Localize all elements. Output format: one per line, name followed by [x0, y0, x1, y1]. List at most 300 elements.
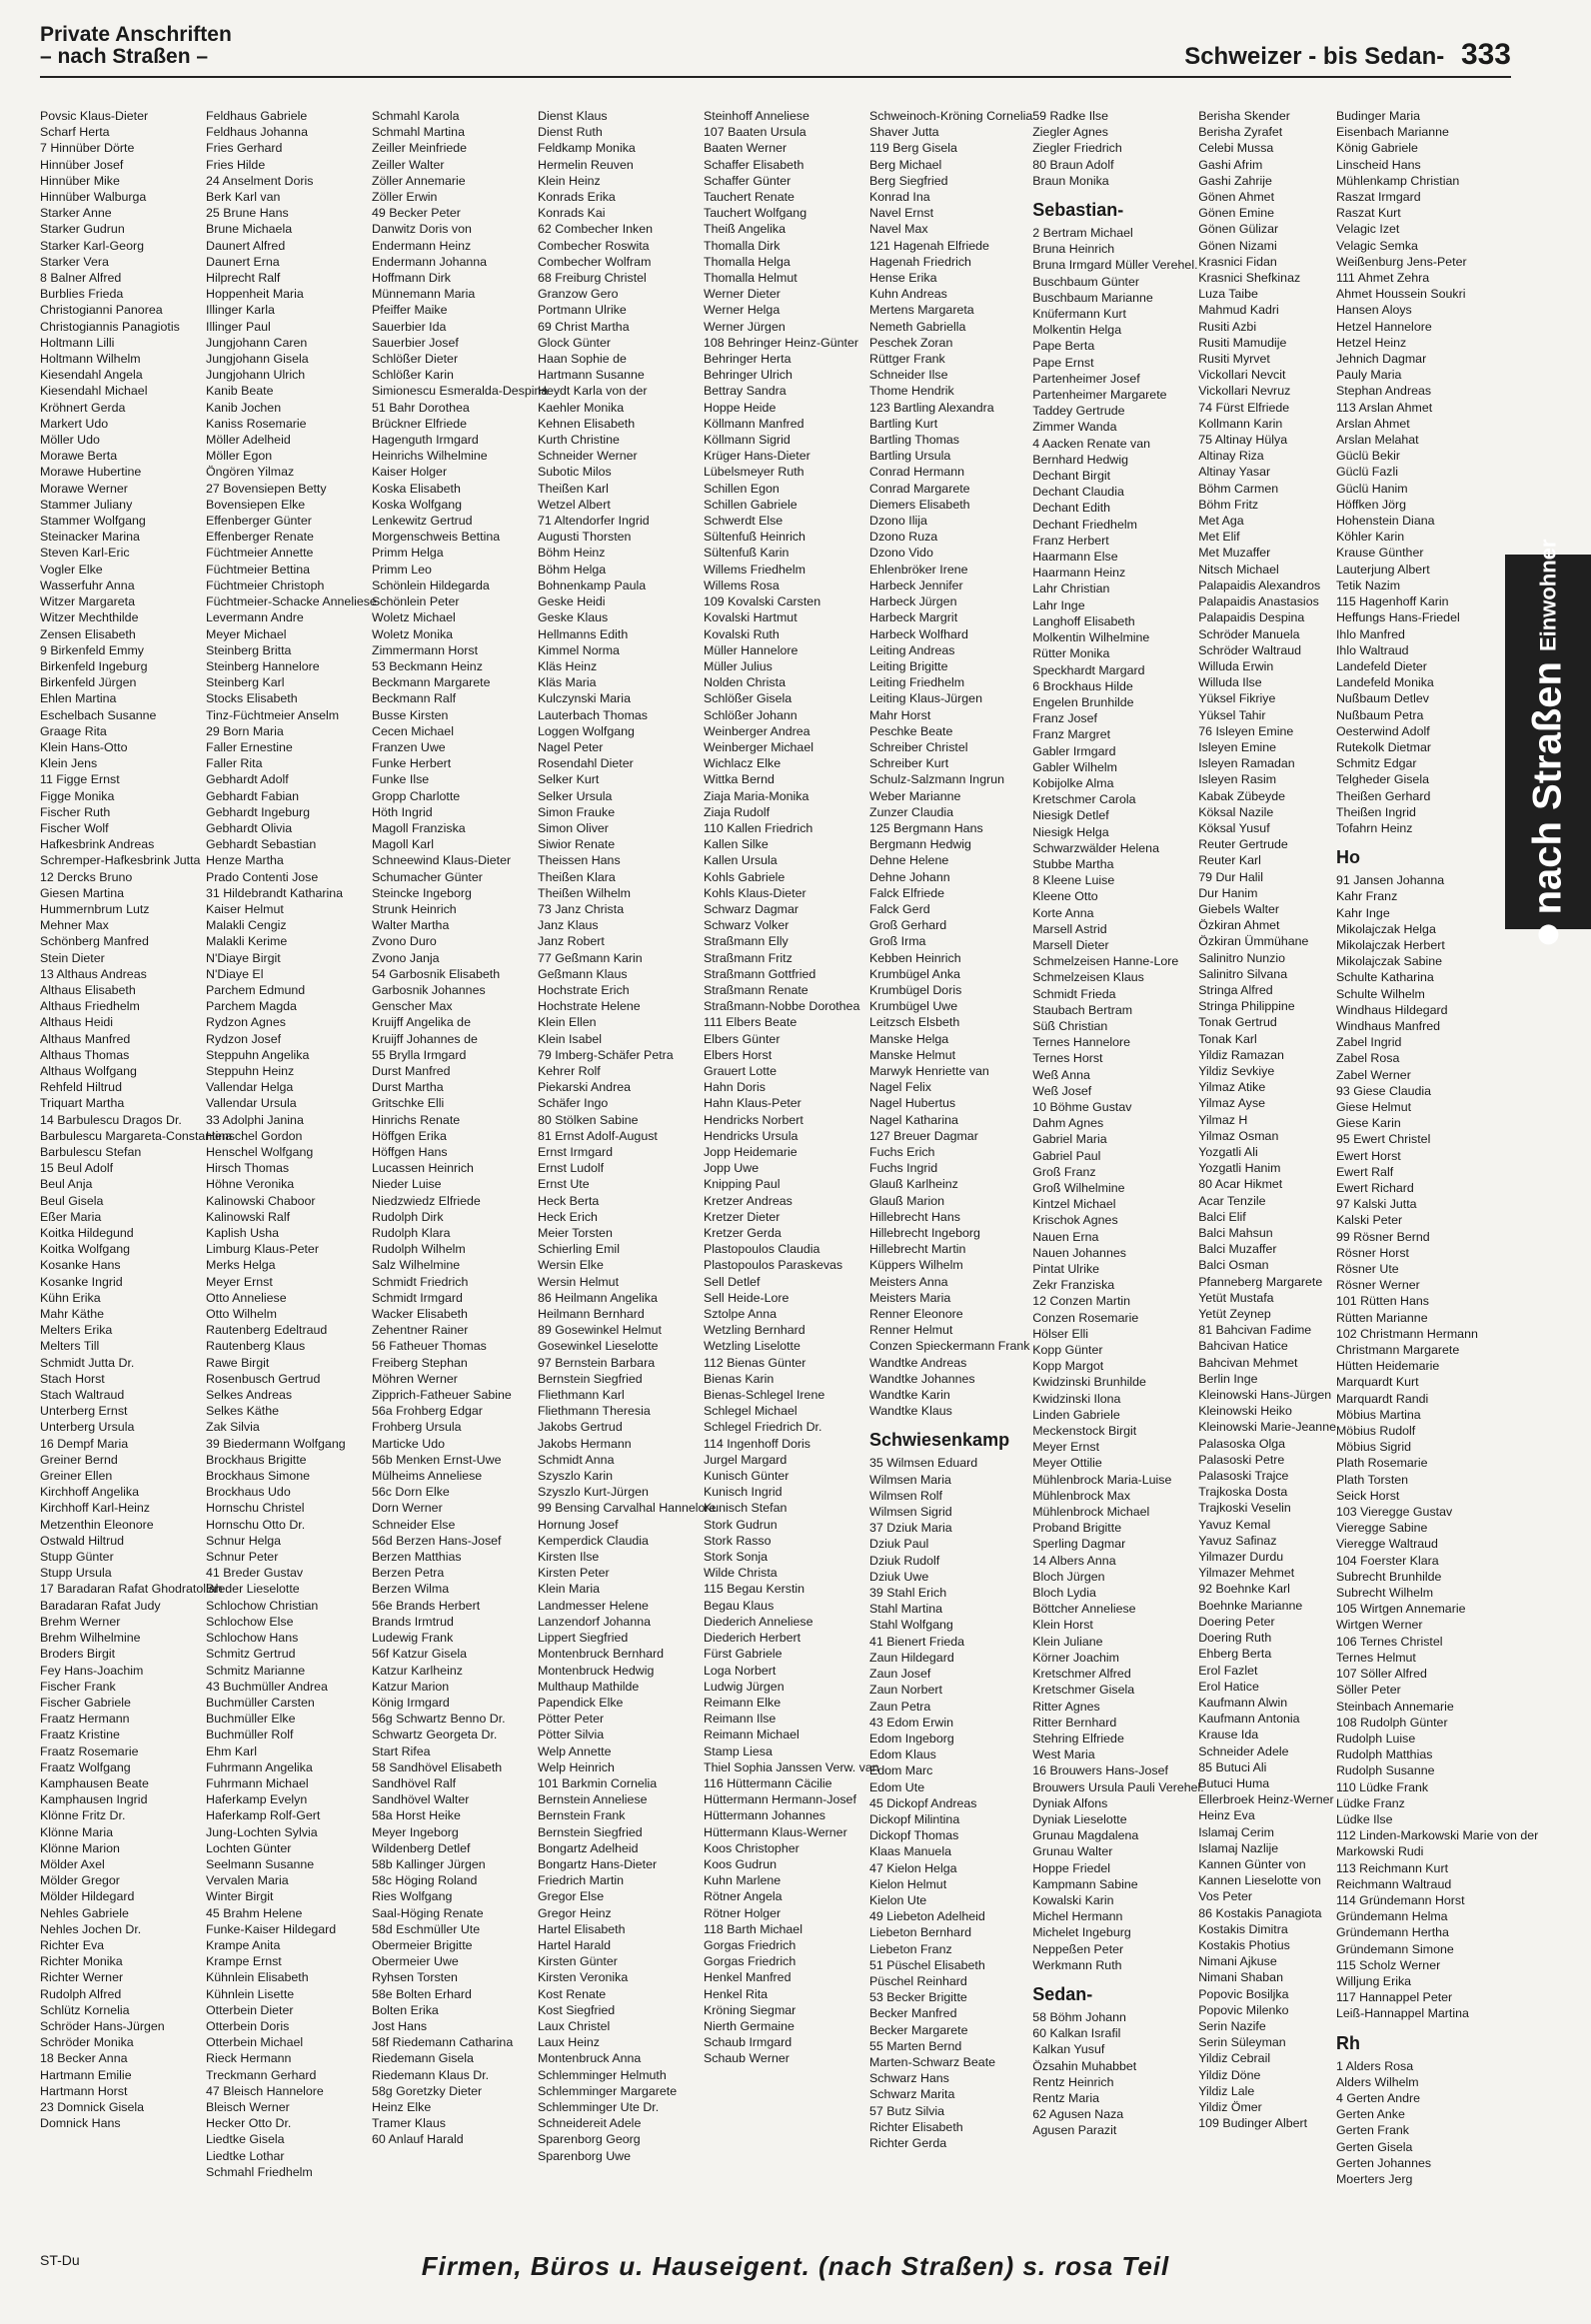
resident-entry: Kaplish Usha [206, 1226, 280, 1241]
resident-entry: Bloch Jürgen [1032, 1569, 1105, 1584]
resident-entry: 69 Christ Martha [538, 319, 630, 334]
section-title-line2: – nach Straßen – [40, 45, 209, 68]
resident-entry: 101 Barkmin Cornelia [538, 1775, 658, 1790]
resident-entry: Schnur Peter [206, 1550, 279, 1565]
resident-entry: Selker Kurt [538, 772, 600, 787]
resident-entry: Schlochow Hans [206, 1631, 299, 1646]
section-tab-line1: Einwohner [1535, 539, 1561, 652]
resident-entry: Gründemann Simone [1335, 1941, 1454, 1956]
resident-entry: Broders Birgit [40, 1647, 116, 1662]
resident-entry: Isleyen Rasim [1198, 772, 1277, 787]
resident-entry: Rusiti Mamudije [1198, 335, 1287, 350]
resident-entry: Schlegel Michael [704, 1404, 797, 1419]
resident-entry: Knüfermann Kurt [1032, 307, 1126, 322]
resident-entry: Ziegler Agnes [1032, 125, 1108, 140]
resident-entry: Kleinowski Hans-Jürgen [1198, 1388, 1332, 1403]
resident-entry: Richter Gerda [869, 2135, 947, 2150]
resident-entry: Fraatz Hermann [40, 1712, 130, 1727]
resident-entry: Nieder Luise [372, 1177, 442, 1192]
page-header-right [1184, 38, 1511, 72]
resident-entry: Kirsten Günter [538, 1954, 618, 1969]
resident-entry: Grauert Lotte [704, 1063, 778, 1078]
resident-entry: Pötter Silvia [538, 1728, 605, 1743]
resident-entry: Popovic Bosiljka [1198, 1986, 1289, 2001]
resident-entry: Zvono Janja [372, 950, 440, 965]
resident-entry: 41 Breder Gustav [206, 1566, 304, 1581]
resident-entry: Schönberg Manfred [40, 934, 149, 949]
resident-entry: Schneider Adele [1198, 1743, 1289, 1758]
resident-entry: Lenkewitz Gertrud [372, 514, 473, 529]
resident-entry: Durst Manfred [372, 1063, 451, 1078]
resident-entry: Wirtgen Werner [1335, 1618, 1423, 1633]
resident-entry: Grunau Walter [1032, 1844, 1113, 1859]
resident-entry: Hetzel Heinz [1335, 335, 1407, 350]
resident-entry: Kiesendahl Michael [40, 384, 148, 399]
resident-entry: Mertens Margareta [869, 303, 974, 318]
resident-entry: Dechant Birgit [1032, 469, 1111, 484]
resident-entry: Gerten Frank [1335, 2123, 1409, 2138]
resident-entry: Böhm Helga [538, 562, 607, 577]
resident-entry: Morawe Berta [40, 449, 118, 464]
resident-entry: Nehles Gabriele [40, 1905, 129, 1920]
resident-entry: Tonak Karl [1198, 1031, 1257, 1046]
resident-entry: Danwitz Doris von [372, 222, 472, 237]
resident-entry: Wichlacz Elke [704, 756, 782, 771]
resident-entry: Schnur Helga [206, 1533, 282, 1548]
resident-entry: Stach Waltraud [40, 1388, 125, 1403]
street-heading: Rh [1335, 2032, 1360, 2053]
resident-entry: Salinitro Silvana [1198, 966, 1288, 981]
resident-entry: Klein Hans-Otto [40, 739, 128, 754]
resident-entry: Möller Udo [40, 433, 100, 448]
resident-entry: Schmidt Anna [538, 1452, 615, 1467]
resident-entry: Szyszlo Karin [538, 1469, 614, 1484]
resident-entry: Schneider Ilse [869, 368, 948, 383]
resident-entry: Thome Hendrik [869, 384, 954, 399]
resident-entry: Kielon Ute [869, 1892, 927, 1907]
resident-entry: Heydt Karla von der [538, 384, 648, 399]
resident-entry: Molkentin Helga [1032, 323, 1122, 338]
resident-entry: Doering Ruth [1198, 1631, 1272, 1646]
resident-entry: Ritter Bernhard [1032, 1715, 1117, 1730]
resident-entry: Linden Gabriele [1032, 1407, 1120, 1422]
resident-entry: Söller Peter [1335, 1683, 1401, 1698]
resident-entry: Marticke Udo [372, 1436, 445, 1451]
resident-entry: Sauerbier Josef [372, 335, 459, 350]
resident-entry: Kuhn Andreas [869, 287, 947, 302]
resident-entry: 113 Arslan Ahmet [1335, 400, 1433, 415]
resident-entry: Mühlenbrock Maria-Luise [1032, 1472, 1172, 1487]
resident-entry: 74 Fürst Elfriede [1198, 400, 1290, 415]
resident-entry: 47 Bleisch Hannelore [206, 2083, 324, 2098]
resident-entry: Szyszlo Kurt-Jürgen [538, 1485, 649, 1500]
resident-entry: Schlößer Gisela [704, 691, 793, 706]
resident-entry: Yozgatli Ali [1198, 1145, 1258, 1159]
resident-entry: Kopp Günter [1032, 1343, 1103, 1358]
resident-entry: Schröder Hans-Jürgen [40, 2018, 165, 2033]
resident-entry: Ellerbroek Heinz-Werner [1198, 1792, 1334, 1807]
resident-entry: Ternes Hannelore [1032, 1035, 1131, 1050]
resident-entry: Straßmann Fritz [704, 950, 793, 965]
resident-entry: Feldkamp Monika [538, 141, 636, 156]
resident-entry: Steinbach Annemarie [1335, 1699, 1454, 1714]
resident-entry: 4 Aacken Renate van [1032, 436, 1151, 451]
resident-entry: Ritter Agnes [1032, 1699, 1100, 1714]
resident-entry: Schlemminger Margarete [538, 2083, 678, 2098]
resident-entry: Mühlenbrock Michael [1032, 1505, 1150, 1520]
resident-entry: Plath Rosemarie [1335, 1456, 1428, 1471]
resident-entry: Yilmazer Durdu [1198, 1550, 1284, 1565]
resident-entry: Hüttermann Johannes [704, 1808, 825, 1823]
resident-entry: Klönne Marion [40, 1840, 120, 1855]
resident-entry: Renner Helmut [869, 1323, 953, 1338]
resident-entry: Harbeck Wolfhard [869, 626, 968, 641]
resident-entry: Conrad Margarete [869, 481, 970, 496]
resident-entry: Stein Dieter [40, 950, 105, 965]
resident-entry: Holtmann Wilhelm [40, 352, 141, 367]
resident-entry: Marsell Astrid [1032, 921, 1107, 936]
resident-entry: Ernst Ute [538, 1177, 590, 1192]
resident-entry: 114 Ingenhoff Doris [704, 1436, 811, 1451]
resident-entry: Serin Nazife [1198, 2018, 1266, 2033]
resident-entry: Weinberger Andrea [704, 723, 810, 738]
resident-entry: Butuci Huma [1198, 1775, 1270, 1790]
resident-entry: Kahr Inge [1335, 905, 1390, 920]
resident-entry: 80 Stölken Sabine [538, 1112, 639, 1127]
resident-entry: Ternes Helmut [1335, 1650, 1416, 1665]
resident-entry: Stahl Martina [869, 1602, 943, 1617]
resident-entry: 76 Isleyen Emine [1198, 723, 1294, 738]
resident-entry: Haan Sophie de [538, 352, 627, 367]
resident-entry: Reimann Ilse [704, 1712, 777, 1727]
resident-entry: Stringa Philippine [1198, 999, 1295, 1014]
resident-entry: Funke Ilse [372, 772, 430, 787]
resident-entry: 53 Beckmann Heinz [372, 658, 483, 673]
resident-entry: Illinger Karla [206, 303, 275, 318]
resident-entry: Steven Karl-Eric [40, 546, 130, 561]
resident-entry: Balci Elif [1198, 1209, 1246, 1224]
resident-entry: Hillebrecht Martin [869, 1242, 966, 1257]
resident-entry: Kovalski Ruth [704, 626, 780, 641]
resident-entry: Lüdke Ilse [1335, 1811, 1393, 1826]
resident-entry: Kunisch Günter [704, 1469, 790, 1484]
resident-entry: Gorgas Friedrich [704, 1937, 796, 1952]
resident-entry: Tetik Nazim [1335, 578, 1401, 592]
resident-entry: Reuter Karl [1198, 853, 1261, 868]
resident-entry: Kläs Maria [538, 675, 597, 690]
resident-entry: Zabel Werner [1335, 1067, 1411, 1082]
resident-entry: Böhm Heinz [538, 546, 606, 561]
resident-entry: Serin Süleyman [1198, 2035, 1286, 2050]
resident-entry: Obermeier Brigitte [372, 1937, 473, 1952]
resident-entry: Marwyk Henriette van [869, 1063, 989, 1078]
resident-entry: Theißen Gerhard [1335, 788, 1431, 803]
resident-entry: Fuhrmann Michael [206, 1775, 309, 1790]
resident-entry: Palasoski Trajce [1198, 1469, 1289, 1484]
resident-entry: Mühlenkamp Christian [1335, 173, 1460, 188]
resident-entry: Steinacker Marina [40, 530, 140, 545]
resident-entry: Ehberg Berta [1198, 1647, 1272, 1662]
resident-entry: Kleinowski Heiko [1198, 1404, 1292, 1419]
resident-entry: Fliethmann Karl [538, 1388, 625, 1403]
resident-entry: Subotic Milos [538, 465, 612, 480]
resident-entry: 23 Domnick Gisela [40, 2099, 144, 2114]
resident-entry: Woletz Michael [372, 610, 456, 625]
footer-notice: Firmen, Büros u. Hauseigent. (nach Straßen) s. rosa Teil [421, 2251, 1170, 2281]
resident-entry: Portmann Ulrike [538, 303, 627, 318]
resident-entry: 109 Kovalski Carsten [704, 594, 821, 609]
resident-entry: Kemperdick Claudia [538, 1533, 649, 1548]
resident-entry: Frohberg Ursula [372, 1420, 462, 1435]
resident-entry: Stephan Andreas [1335, 384, 1432, 399]
resident-entry: Rudolph Alfred [40, 1986, 122, 2001]
resident-entry: Hendricks Ursula [704, 1128, 798, 1143]
resident-entry: Vieregge Sabine [1335, 1521, 1428, 1536]
resident-entry: Bahcivan Hatice [1198, 1339, 1288, 1354]
resident-entry: Hinnüber Mike [40, 173, 120, 188]
resident-entry: Koska Wolfgang [372, 497, 463, 512]
resident-entry: Zöller Erwin [372, 190, 438, 205]
resident-entry: Kosanke Hans [40, 1258, 121, 1273]
resident-entry: Schmahl Friedhelm [206, 2164, 313, 2179]
resident-entry: Dechant Claudia [1032, 485, 1124, 500]
resident-entry: Dzono Vido [869, 546, 933, 561]
resident-entry: Merks Helga [206, 1258, 276, 1273]
resident-entry: Winter Birgit [206, 1889, 274, 1904]
resident-entry: Zaun Petra [869, 1699, 931, 1714]
resident-entry: Nagel Felix [869, 1080, 931, 1095]
resident-entry: Trajkoski Veselin [1198, 1501, 1291, 1516]
resident-entry: Krause Günther [1335, 546, 1424, 561]
resident-entry: Willjung Erika [1335, 1973, 1412, 1988]
resident-entry: Schlemminger Helmuth [538, 2067, 667, 2082]
resident-entry: Liedtke Lothar [206, 2148, 285, 2163]
resident-entry: Schwarz Volker [704, 918, 790, 933]
resident-entry: 81 Ernst Adolf-August [538, 1128, 658, 1143]
resident-entry: Gregor Else [538, 1889, 605, 1904]
resident-entry: Fischer Wolf [40, 820, 109, 835]
resident-entry: Marquardt Kurt [1335, 1375, 1419, 1390]
street-range: Schweizer - bis Sedan- [1184, 43, 1445, 70]
resident-entry: 107 Baaten Ursula [704, 125, 806, 140]
resident-entry: Schwarz Dagmar [704, 901, 799, 916]
resident-entry: Mölder Gregor [40, 1873, 120, 1888]
resident-entry: 86 Heilmann Angelika [538, 1290, 658, 1305]
resident-entry: Gabriel Paul [1032, 1148, 1101, 1163]
resident-entry: Brockhaus Simone [206, 1469, 310, 1484]
resident-entry: Kwidzinski Ilona [1032, 1391, 1121, 1406]
resident-entry: Willuda Erwin [1198, 658, 1274, 673]
resident-entry: 109 Budinger Albert [1198, 2116, 1308, 2131]
resident-entry: Begau Klaus [704, 1598, 775, 1613]
resident-entry: Groß Gerhard [869, 918, 947, 933]
resident-entry: 73 Janz Christa [538, 901, 625, 916]
resident-entry: Bruna Irmgard Müller Verehel. [1032, 258, 1198, 273]
resident-entry: Fuchs Erich [869, 1145, 935, 1159]
resident-entry: Giesen Martina [40, 885, 125, 900]
resident-entry: Busse Kirsten [372, 707, 449, 722]
resident-entry: Stupp Günter [40, 1550, 114, 1565]
resident-entry: 43 Edom Erwin [869, 1715, 954, 1730]
resident-entry: Yildiz Döne [1198, 2067, 1261, 2082]
resident-entry: Mülheims Anneliese [372, 1469, 483, 1484]
resident-entry: Giese Helmut [1335, 1099, 1412, 1114]
resident-entry: 111 Elbers Beate [704, 1015, 797, 1030]
resident-entry: West Maria [1032, 1747, 1095, 1762]
resident-entry: Barbulescu Stefan [40, 1145, 142, 1159]
resident-entry: Ahmet Houssein Soukri [1335, 287, 1466, 302]
resident-entry: Obermeier Uwe [372, 1954, 459, 1969]
resident-entry: Groß Franz [1032, 1164, 1096, 1179]
resident-entry: Schwerdt Else [704, 514, 784, 529]
resident-entry: 110 Kallen Friedrich [704, 820, 813, 835]
resident-entry: 56 Fatheuer Thomas [372, 1339, 487, 1354]
resident-entry: Rütten Marianne [1335, 1310, 1428, 1325]
resident-entry: Schremper-Hafkesbrink Jutta [40, 853, 201, 868]
resident-entry: Theissen Hans [538, 853, 621, 868]
resident-entry: Kretschmer Gisela [1032, 1683, 1135, 1698]
resident-entry: 104 Foerster Klara [1335, 1553, 1439, 1568]
resident-entry: Walter Martha [372, 918, 450, 933]
resident-entry: Weß Anna [1032, 1067, 1090, 1082]
resident-entry: Feldhaus Gabriele [206, 109, 308, 123]
resident-entry: Kostakis Dimitra [1198, 1921, 1288, 1936]
resident-entry: Konrads Erika [538, 190, 616, 205]
resident-entry: Dechant Friedhelm [1032, 517, 1137, 532]
resident-entry: Krumbügel Doris [869, 982, 962, 997]
resident-entry: Konrads Kai [538, 206, 606, 221]
resident-entry: Starker Gudrun [40, 222, 125, 237]
page-number: 333 [1460, 38, 1511, 71]
resident-entry: Thomalla Helmut [704, 271, 797, 286]
resident-entry: Greiner Bernd [40, 1452, 118, 1467]
resident-entry: Burblies Frieda [40, 287, 124, 302]
resident-entry: 79 Dur Halil [1198, 869, 1263, 884]
resident-entry: Zak Silvia [206, 1420, 260, 1435]
resident-entry: Hense Erika [869, 271, 937, 286]
resident-entry: Böhm Fritz [1198, 497, 1259, 512]
resident-entry: Jakobs Hermann [538, 1436, 632, 1451]
resident-entry: Rösner Ute [1335, 1262, 1399, 1277]
resident-entry: 81 Bahcivan Fadime [1198, 1323, 1312, 1338]
resident-entry: Otto Anneliese [206, 1290, 287, 1305]
resident-entry: Korte Anna [1032, 905, 1094, 920]
resident-entry: Eisenbach Marianne [1335, 125, 1449, 140]
resident-entry: Limburg Klaus-Peter [206, 1242, 319, 1257]
resident-entry: Gashi Zahrije [1198, 173, 1272, 188]
resident-entry: Zeiller Meinfriede [372, 141, 468, 156]
resident-entry: Figge Monika [40, 788, 115, 803]
resident-entry: Saal-Höging Renate [372, 1905, 484, 1920]
resident-entry: Multhaup Mathilde [538, 1679, 640, 1694]
resident-entry: Krischok Agnes [1032, 1213, 1118, 1228]
resident-entry: Buschbaum Marianne [1032, 290, 1153, 305]
resident-entry: Kretschmer Carola [1032, 792, 1136, 807]
resident-entry: Mahr Käthe [40, 1307, 105, 1322]
resident-entry: Jakobs Gertrud [538, 1420, 623, 1435]
resident-entry: Rutekolk Dietmar [1335, 739, 1432, 754]
resident-entry: Hillebrecht Hans [869, 1209, 960, 1224]
resident-entry: Kaiser Holger [372, 465, 448, 480]
resident-entry: Schlochow Else [206, 1614, 294, 1629]
resident-entry: 71 Altendorfer Ingrid [538, 514, 650, 529]
resident-entry: Acar Tenzile [1198, 1193, 1266, 1208]
resident-entry: Öngören Yilmaz [206, 465, 295, 480]
resident-entry: Leiting Friedhelm [869, 675, 965, 690]
resident-entry: Stamp Liesa [704, 1743, 773, 1758]
resident-entry: 59 Radke Ilse [1032, 109, 1108, 123]
resident-entry: 45 Brahm Helene [206, 1905, 303, 1920]
resident-entry: Steppuhn Angelika [206, 1047, 310, 1062]
resident-entry: Schillen Egon [704, 481, 780, 496]
resident-entry: Buschbaum Günter [1032, 274, 1139, 289]
resident-entry: Fuhrmann Angelika [206, 1759, 313, 1774]
resident-entry: Gönen Nizami [1198, 238, 1277, 253]
resident-entry: Nagel Katharina [869, 1112, 958, 1127]
resident-entry: 58d Eschmüller Ute [372, 1921, 481, 1936]
resident-entry: Salz Wilhelmine [372, 1258, 461, 1273]
resident-entry: Ziaja Maria-Monika [704, 788, 809, 803]
resident-entry: Krumbügel Anka [869, 966, 960, 981]
resident-entry: Lucassen Heinrich [372, 1161, 474, 1176]
resident-entry: Primm Helga [372, 546, 444, 561]
resident-entry: Arslan Ahmet [1335, 416, 1410, 431]
resident-entry: Willuda Ilse [1198, 675, 1262, 690]
resident-entry: Klönne Maria [40, 1824, 114, 1839]
resident-entry: Groß Irma [869, 934, 926, 949]
resident-entry: Leiting Klaus-Jürgen [869, 691, 982, 706]
resident-entry: 56b Menken Ernst-Uwe [372, 1452, 502, 1467]
resident-entry: Rudolph Dirk [372, 1209, 444, 1224]
resident-entry: 17 Baradaran Rafat Ghodratollah [40, 1582, 223, 1597]
resident-entry: Stammer Wolfgang [40, 514, 146, 529]
resident-entry: Liedtke Gisela [206, 2132, 285, 2147]
resident-entry: Theißen Ingrid [1335, 804, 1416, 819]
resident-entry: Michelet Ingeburg [1032, 1925, 1131, 1940]
resident-entry: Beul Gisela [40, 1193, 104, 1208]
resident-entry: Christmann Margarete [1335, 1343, 1460, 1358]
resident-entry: 115 Scholz Werner [1335, 1957, 1441, 1972]
resident-entry: 33 Adolphi Janina [206, 1112, 304, 1127]
resident-entry: Fischer Gabriele [40, 1695, 131, 1710]
resident-entry: Dechant Edith [1032, 501, 1111, 516]
resident-entry: Pötter Peter [538, 1712, 605, 1727]
resident-entry: Diederich Anneliese [704, 1614, 813, 1629]
resident-entry: Pape Ernst [1032, 355, 1094, 370]
resident-entry: Stupp Ursula [40, 1566, 112, 1581]
resident-entry: Palapaidis Anastasios [1198, 594, 1319, 609]
resident-entry: Bernstein Siegfried [538, 1371, 643, 1386]
resident-entry: Nitsch Michael [1198, 562, 1279, 577]
resident-entry: Ryhsen Torsten [372, 1970, 458, 1985]
resident-entry: Magoll Franziska [372, 820, 466, 835]
resident-entry: Schaffer Günter [704, 173, 792, 188]
resident-entry: Beul Anja [40, 1177, 93, 1192]
resident-entry: Greiner Ellen [40, 1469, 113, 1484]
resident-entry: Faller Rita [206, 756, 263, 771]
resident-entry: Bahcivan Mehmet [1198, 1355, 1298, 1370]
resident-entry: Henze Martha [206, 853, 284, 868]
resident-entry: Moerters Jerg [1335, 2171, 1413, 2186]
resident-entry: Klein Heinz [538, 173, 601, 188]
resident-entry: Kirchhoff Karl-Heinz [40, 1501, 150, 1516]
resident-entry: Bartling Ursula [869, 449, 951, 464]
resident-entry: Rosendahl Dieter [538, 756, 634, 771]
resident-entry: Köllmann Sigrid [704, 433, 791, 448]
resident-entry: Hölser Elli [1032, 1326, 1089, 1341]
resident-entry: Palasoska Olga [1198, 1436, 1286, 1451]
resident-entry: Rautenberg Klaus [206, 1339, 306, 1354]
